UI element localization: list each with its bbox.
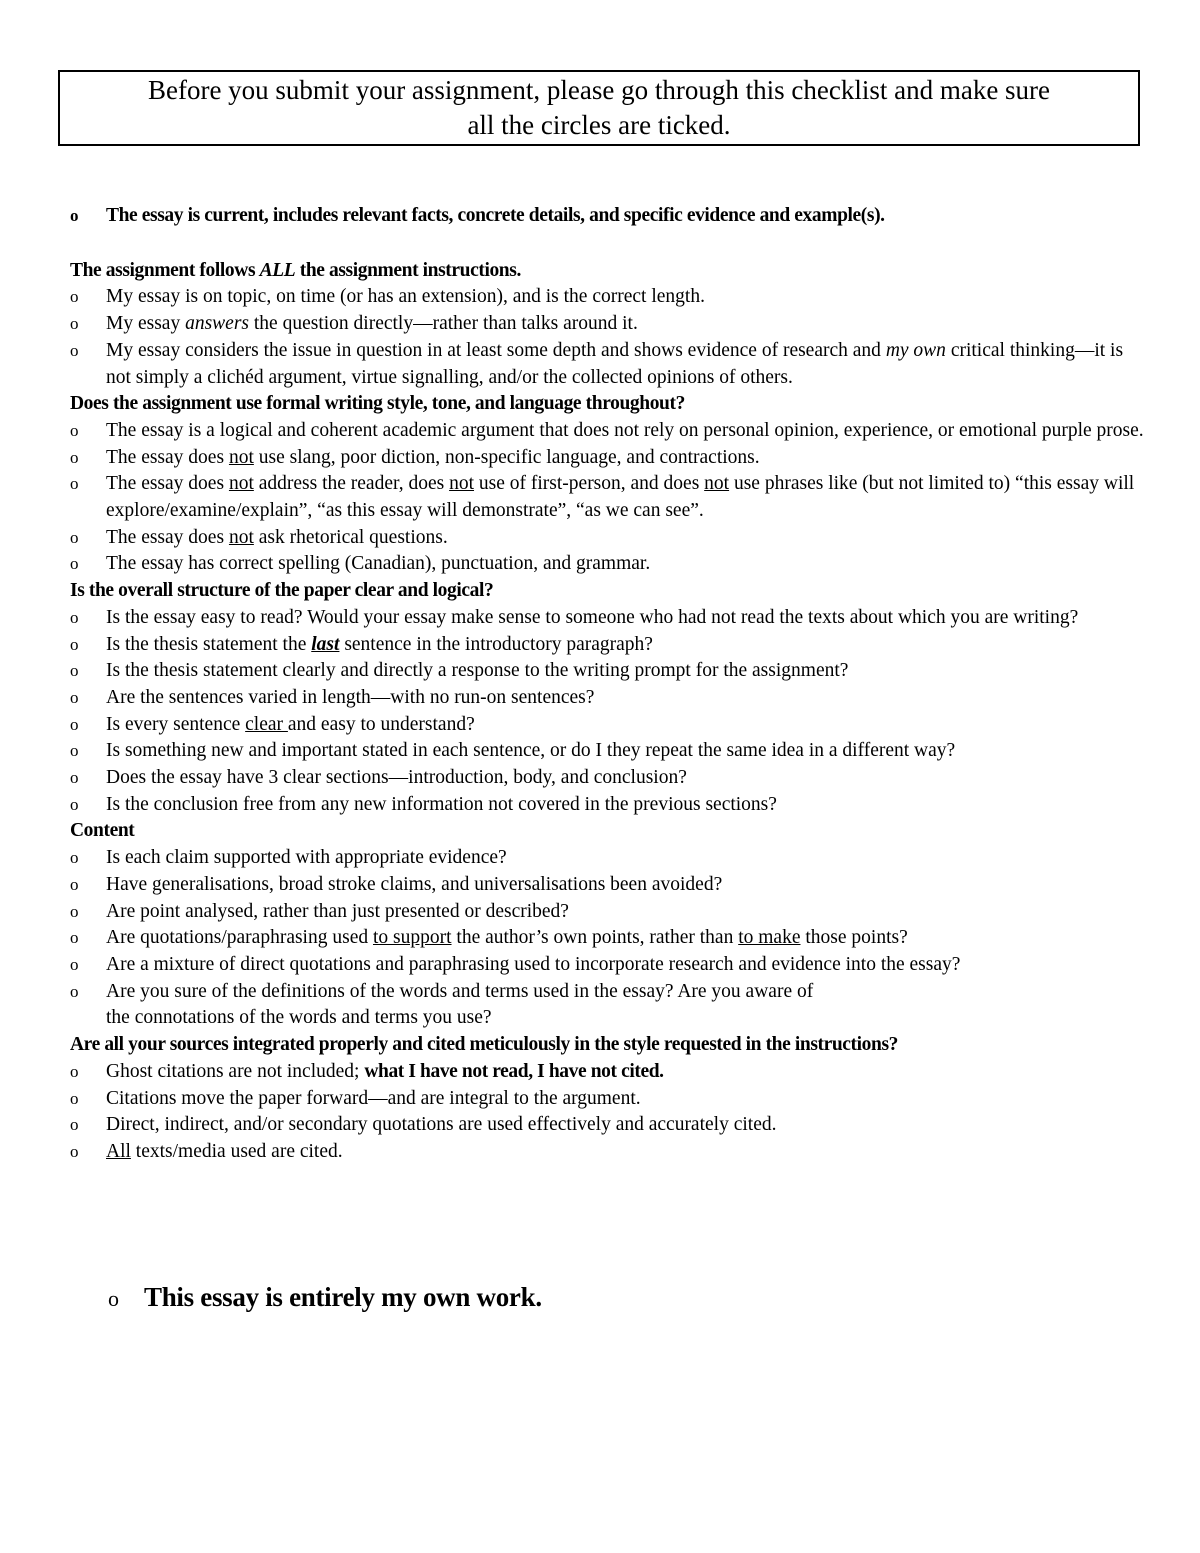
circle-checkbox-icon[interactable]: o (70, 714, 79, 734)
checklist-item: o Is each claim supported with appropriate evidence? (70, 845, 1145, 872)
checklist-item: o Are the sentences varied in length—with no run-on sentences? (70, 685, 1145, 712)
circle-checkbox-icon[interactable]: o (70, 1061, 79, 1081)
circle-checkbox-icon[interactable]: o (108, 1286, 119, 1311)
checklist-item: o Is the thesis statement the last sentence in the introductory paragraph? (70, 632, 1145, 659)
circle-checkbox-icon[interactable]: o (70, 554, 79, 574)
circle-checkbox-icon[interactable]: o (70, 527, 79, 547)
circle-checkbox-icon[interactable]: o (70, 687, 79, 707)
checklist-item: o Direct, indirect, and/or secondary quotations are used effectively and accurately cited. (70, 1112, 1145, 1139)
circle-checkbox-icon[interactable]: o (70, 981, 79, 1001)
checklist-item: o Have generalisations, broad stroke claims, and universalisations been avoided? (70, 872, 1145, 899)
circle-checkbox-icon[interactable]: o (70, 287, 79, 307)
section-heading-instructions: The assignment follows ALL the assignment instructions. (70, 259, 521, 281)
circle-checkbox-icon[interactable]: o (70, 206, 79, 225)
circle-checkbox-icon[interactable]: o (70, 420, 79, 440)
circle-checkbox-icon[interactable]: o (70, 314, 79, 334)
circle-checkbox-icon[interactable]: o (70, 1141, 79, 1161)
checklist-item: o All texts/media used are cited. (70, 1139, 1145, 1166)
checklist-item: o My essay is on topic, on time (or has an extension), and is the correct length. (70, 284, 1145, 311)
circle-checkbox-icon[interactable]: o (70, 794, 79, 814)
circle-checkbox-icon[interactable]: o (70, 874, 79, 894)
circle-checkbox-icon[interactable]: o (70, 447, 79, 467)
instructions-line-1: Before you submit your assignment, please go through this checklist and make sure (147, 75, 1051, 105)
checklist-item: o The essay has correct spelling (Canadian), punctuation, and grammar. (70, 551, 1145, 578)
checklist-item: o The essay does not use slang, poor diction, non-specific language, and contractions. (70, 445, 1145, 472)
circle-checkbox-icon[interactable]: o (70, 1088, 79, 1108)
circle-checkbox-icon[interactable]: o (70, 848, 79, 868)
circle-checkbox-icon[interactable]: o (70, 607, 79, 627)
checklist-item: o Is something new and important stated in each sentence, or do I they repeat the same idea in a different way? (70, 738, 1145, 765)
circle-checkbox-icon[interactable]: o (70, 741, 79, 761)
checklist-item: o The essay is a logical and coherent academic argument that does not rely on personal opinion, experience, or emotional purple prose. (70, 418, 1145, 445)
checklist-item: o Citations move the paper forward—and are integral to the argument. (70, 1086, 1145, 1113)
section-heading-sources: Are all your sources integrated properly and cited meticulously in the style requested in the instructions? (70, 1034, 898, 1056)
declaration-text: This essay is entirely my own work. (144, 1282, 542, 1312)
checklist-item: o Is the essay easy to read? Would your essay make sense to someone who had not read the texts about which you are writing? (70, 605, 1145, 632)
circle-checkbox-icon[interactable]: o (70, 474, 79, 494)
checklist-item: o The essay does not ask rhetorical questions. (70, 525, 1145, 552)
checklist-item: o My essay considers the issue in question in at least some depth and shows evidence of research and my own critical thinking—it is not simply a clichéd argument, virtue signalling, and/or the collected opinions of others. (70, 339, 1124, 388)
checklist-item: o Ghost citations are not included; what I have not read, I have not cited. (70, 1059, 1145, 1086)
checklist-item: o Is the thesis statement clearly and directly a response to the writing prompt for the assignment? (70, 658, 1145, 685)
checklist-item: o Is every sentence clear and easy to understand? (70, 712, 1145, 739)
section-heading-formal: Does the assignment use formal writing style, tone, and language throughout? (70, 393, 685, 415)
instructions-line-2: all the circles are ticked. (467, 110, 731, 140)
checklist-item: o Are point analysed, rather than just presented or described? (70, 899, 1145, 926)
circle-checkbox-icon[interactable]: o (70, 901, 79, 921)
checklist-item: o Are quotations/paraphrasing used to support the author’s own points, rather than to make those points? (70, 925, 1145, 952)
circle-checkbox-icon[interactable]: o (70, 340, 79, 360)
checklist-item: o Is the conclusion free from any new information not covered in the previous sections? (70, 792, 1145, 819)
checklist-item (70, 203, 1145, 230)
checklist-item: o Are a mixture of direct quotations and paraphrasing used to incorporate research and evidence into the essay? (70, 952, 1145, 979)
checklist-instructions-box (58, 70, 1140, 146)
circle-checkbox-icon[interactable]: o (70, 768, 79, 788)
section-heading-structure: Is the overall structure of the paper clear and logical? (70, 580, 494, 602)
circle-checkbox-icon[interactable]: o (70, 928, 79, 948)
circle-checkbox-icon[interactable]: o (70, 954, 79, 974)
item-text: The essay is current, includes relevant facts, concrete details, and specific evidence and example(s). (106, 205, 885, 226)
own-work-declaration (108, 1282, 542, 1313)
checklist (70, 203, 1145, 1166)
section-heading-content: Content (70, 820, 135, 842)
checklist-item: o Are you sure of the definitions of the words and terms used in the essay? Are you aware of the connotations of the words and terms you use? (70, 980, 814, 1029)
circle-checkbox-icon[interactable]: o (70, 634, 79, 654)
checklist-item: o My essay answers the question directly—rather than talks around it. (70, 311, 1145, 338)
checklist-item: o Does the essay have 3 clear sections—introduction, body, and conclusion? (70, 765, 1145, 792)
checklist-item: o The essay does not address the reader, does not use of first-person, and does not use phrases like (but not limited to) “this essay will explore/examine/explain”, “as this essay will demonstrate”, “as we can see”. (70, 473, 1135, 522)
circle-checkbox-icon[interactable]: o (70, 661, 79, 681)
circle-checkbox-icon[interactable]: o (70, 1115, 79, 1135)
